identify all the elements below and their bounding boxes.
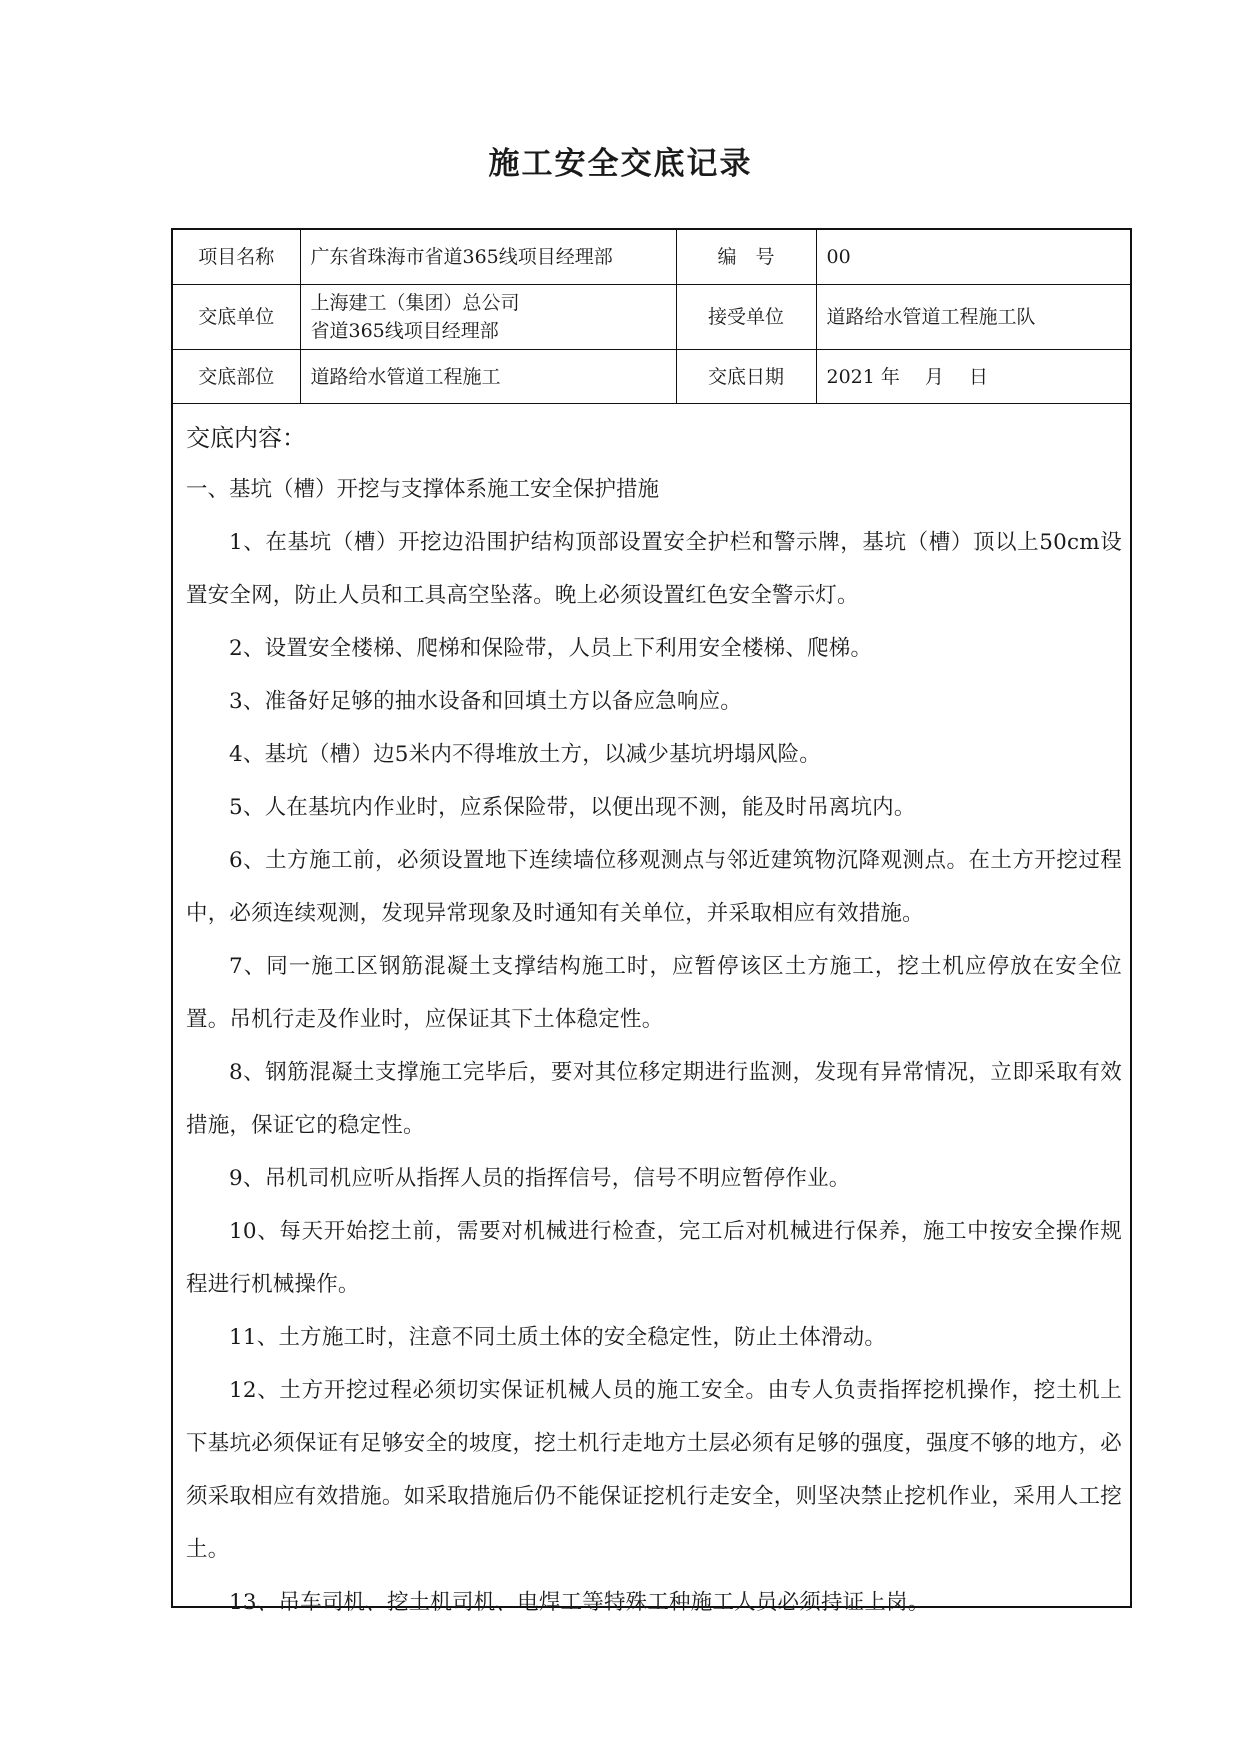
issuer-value: [300, 285, 676, 350]
part-value: 道路给水管道工程施工: [300, 350, 676, 404]
issuer-label: 交底单位: [173, 285, 300, 350]
list-item: 13、吊车司机、挖土机司机、电焊工等特殊工种施工人员必须持证上岗。: [229, 1590, 930, 1615]
record-sheet: [171, 228, 1132, 1615]
receiver-label: 接受单位: [676, 285, 816, 350]
issuer-value-line2: 省道365线项目经理部: [310, 320, 499, 342]
list-item: 3、准备好足够的抽水设备和回填土方以备应急响应。: [229, 689, 742, 714]
list-item: 1、在基坑（槽）开挖边沿围护结构顶部设置安全护栏和警示牌，基坑（槽）顶以上50cm设置安全网，防止人员和工具高空坠落。晚上必须设置红色安全警示灯。: [186, 530, 1122, 608]
info-row-units: [173, 285, 1130, 350]
date-value: 2021 年 月 日: [816, 350, 1130, 404]
receiver-value: 道路给水管道工程施工队: [816, 285, 1130, 350]
list-item: 5、人在基坑内作业时，应系保险带，以便出现不测，能及时吊离坑内。: [229, 795, 916, 820]
info-table: [173, 230, 1130, 404]
issuer-value-line1: 上海建工（集团）总公司: [310, 292, 520, 314]
content-heading: 交底内容：: [186, 424, 306, 452]
info-row-project: [173, 230, 1130, 285]
list-item: 6、土方施工前，必须设置地下连续墙位移观测点与邻近建筑物沉降观测点。在土方开挖过程中，必须连续观测，发现异常现象及时通知有关单位，并采取相应有效措施。: [186, 848, 1122, 926]
list-item: 12、土方开挖过程必须切实保证机械人员的施工安全。由专人负责指挥挖机操作，挖土机上下基坑必须保证有足够安全的坡度，挖土机行走地方土层必须有足够的强度，强度不够的地方，必须采取相应有效措施。如采取措施后仍不能保证挖机行走安全，则坚决禁止挖机作业，采用人工挖土。: [186, 1378, 1122, 1562]
list-item: 11、土方施工时，注意不同土质土体的安全稳定性，防止土体滑动。: [229, 1325, 887, 1350]
content-area: [173, 416, 1130, 1629]
number-label: 编 号: [676, 230, 816, 285]
project-name-value: 广东省珠海市省道365线项目经理部: [300, 230, 676, 285]
list-item: 7、同一施工区钢筋混凝土支撑结构施工时，应暂停该区土方施工，挖土机应停放在安全位置。吊机行走及作业时，应保证其下土体稳定性。: [186, 954, 1122, 1032]
number-value: 00: [816, 230, 1130, 285]
measure-list: [186, 516, 1130, 1629]
list-item: 9、吊机司机应听从指挥人员的指挥信号，信号不明应暂停作业。: [229, 1166, 851, 1191]
page-title: 施工安全交底记录: [488, 146, 753, 182]
list-item: 8、钢筋混凝土支撑施工完毕后，要对其位移定期进行监测，发现有异常情况，立即采取有效措施，保证它的稳定性。: [186, 1060, 1122, 1138]
section-title: 一、基坑（槽）开挖与支撑体系施工安全保护措施: [186, 477, 660, 502]
list-item: 10、每天开始挖土前，需要对机械进行检查，完工后对机械进行保养，施工中按安全操作规程进行机械操作。: [186, 1219, 1122, 1297]
project-name-label: 项目名称: [173, 230, 300, 285]
info-row-part: [173, 350, 1130, 404]
list-item: 2、设置安全楼梯、爬梯和保险带，人员上下利用安全楼梯、爬梯。: [229, 636, 873, 661]
part-label: 交底部位: [173, 350, 300, 404]
list-item: 4、基坑（槽）边5米内不得堆放土方，以减少基坑坍塌风险。: [229, 742, 821, 767]
date-label: 交底日期: [676, 350, 816, 404]
